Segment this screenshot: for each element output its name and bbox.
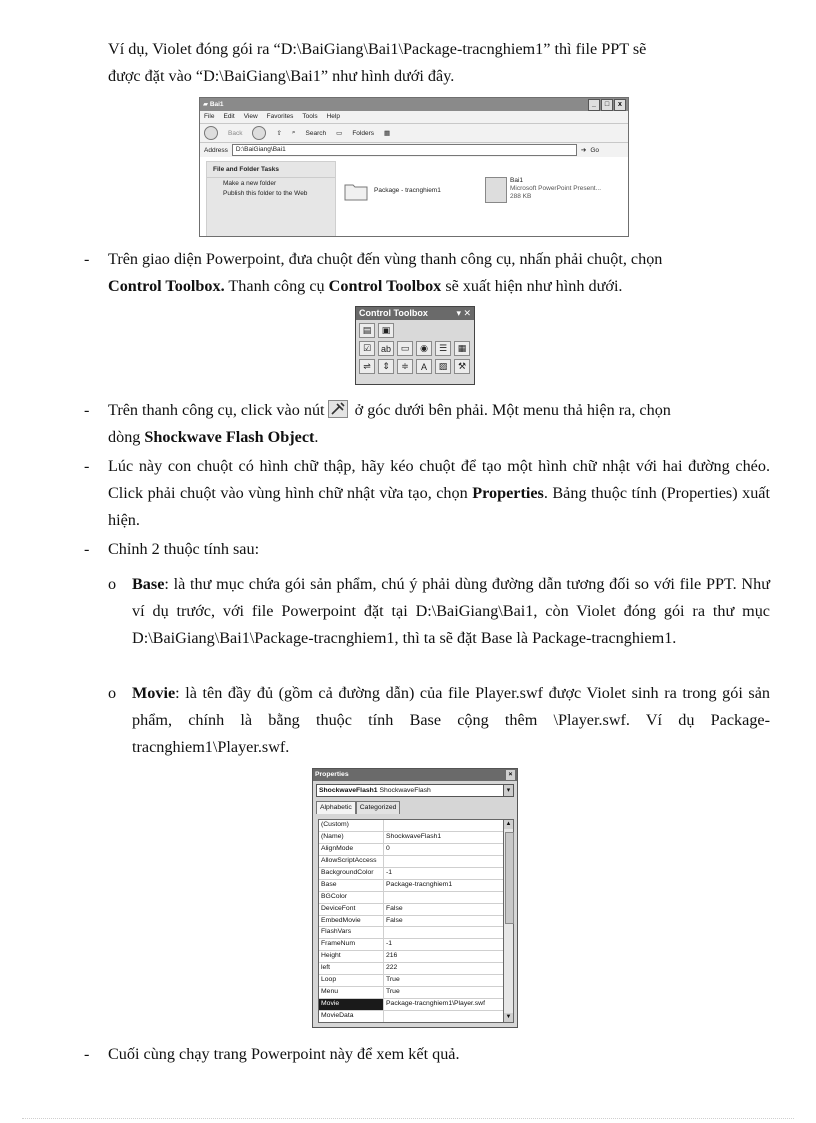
file-info — [510, 177, 601, 201]
text: . Bảng thuộc tính (Properties) xuất hiện. — [108, 484, 770, 529]
property-value: False — [386, 916, 403, 924]
toolbox-title-bar — [356, 307, 474, 320]
task-new-folder: Make a new folder — [223, 180, 277, 187]
explorer-toolbar — [200, 124, 628, 143]
bold-text: Control Toolbox — [328, 277, 442, 295]
properties-grid — [318, 819, 504, 1023]
property-value — [384, 892, 503, 903]
sub-item-movie — [108, 680, 770, 761]
go-arrow-icon: ➔ — [580, 147, 587, 154]
file-type: Microsoft PowerPoint Present... — [510, 185, 602, 192]
bullet-dash: - — [84, 401, 90, 419]
text: : là thư mục chứa gói sản phẩm, chú ý phải dùng đường dẫn tương đối so với file PPT. Như ví dụ trước, với file Powerpoint đặt tại D:\BaiGiang\Bai1, còn Violet đóng gói ra thư mục D:\BaiGiang\Bai1\Package-tracnghiem1, thì ta sẽ đặt Base là Package-tracnghiem1. — [132, 575, 770, 647]
address-label: Address — [204, 146, 228, 154]
text: : là tên đầy đủ (gồm cả đường dẫn) của file Player.swf được Violet sinh ra trong gói sản phẩm, chính là bằng thuộc tính Base cộng thêm \Player.swf. Ví dụ Package-tracnghiem1\Player.swf. — [132, 684, 770, 756]
bullet-more-controls — [84, 397, 774, 451]
bullet-text — [108, 246, 770, 300]
toolbox-row-1 — [356, 320, 474, 338]
property-row — [319, 892, 503, 904]
explorer-window-screenshot — [199, 97, 629, 237]
property-value — [384, 927, 503, 938]
intro-line-1: Ví dụ, Violet đóng gói ra “D:\BaiGiang\Bai1\Package-tracnghiem1” thì file PPT sẽ — [108, 40, 647, 58]
object-type: ShockwaveFlash — [379, 787, 431, 794]
minimize-icon: _ — [588, 99, 600, 111]
property-row — [319, 904, 503, 916]
property-value: 216 — [386, 952, 398, 960]
properties-tabs — [316, 801, 514, 814]
address-value: D:\BaiGiang\Bai1 — [235, 146, 286, 153]
textbox-icon: ab — [378, 341, 394, 356]
maximize-icon: □ — [601, 99, 613, 111]
sub-item-text — [132, 680, 770, 761]
sub-bullet-marker: o — [108, 575, 117, 593]
property-name: AlignMode — [319, 844, 384, 855]
bullet-text: Chỉnh 2 thuộc tính sau: — [108, 540, 260, 558]
search-icon: ⌕ — [291, 129, 296, 136]
property-name: EmbedMovie — [319, 916, 384, 927]
bullet-dash: - — [84, 250, 90, 268]
property-value — [384, 856, 503, 867]
bullet-dash: - — [84, 457, 90, 475]
tab-categorized: Categorized — [356, 801, 401, 814]
property-name: AllowScriptAccess — [319, 856, 384, 867]
property-name: (Custom) — [319, 820, 384, 831]
menu-help: Help — [326, 113, 340, 120]
property-value: 0 — [386, 844, 390, 852]
property-name: DeviceFont — [319, 904, 384, 915]
property-row — [319, 880, 503, 892]
explorer-menu-bar — [200, 111, 628, 124]
more-controls-icon — [328, 400, 348, 418]
back-label: Back — [228, 129, 243, 137]
text: . — [314, 428, 319, 446]
properties-icon: ▣ — [378, 323, 394, 338]
address-bar — [200, 143, 628, 158]
menu-tools: Tools — [302, 113, 318, 120]
combobox-icon: ▦ — [454, 341, 470, 356]
intro-line-2: được đặt vào “D:\BaiGiang\Bai1” như hình dưới đây. — [108, 67, 455, 85]
folder-icon — [344, 181, 368, 201]
property-row — [319, 1011, 503, 1023]
property-row — [319, 963, 503, 975]
explorer-title: Bai1 — [209, 101, 224, 108]
close-icon: × — [506, 770, 515, 780]
text: ở góc dưới bên phải. Một menu thả hiện ra, chọn — [350, 401, 671, 419]
property-value — [384, 1011, 503, 1022]
label-icon: A — [416, 359, 432, 374]
close-icon: x — [614, 99, 626, 111]
properties-scrollbar — [503, 819, 514, 1023]
bold-text: Properties — [472, 484, 544, 502]
more-controls-icon: ⚒ — [454, 359, 470, 374]
explorer-content — [200, 157, 628, 236]
listbox-icon: ☰ — [435, 341, 451, 356]
tab-alphabetic: Alphabetic — [316, 801, 356, 814]
menu-edit: Edit — [223, 113, 235, 120]
checkbox-icon: ☑ — [359, 341, 375, 356]
control-toolbox-screenshot — [355, 306, 475, 385]
property-value: ShockwaveFlash1 — [386, 832, 442, 840]
property-row — [319, 987, 503, 999]
go-label: Go — [590, 146, 599, 154]
views-icon: ▦ — [384, 130, 391, 137]
folders-label: Folders — [352, 129, 374, 137]
menu-favorites: Favorites — [266, 113, 294, 120]
property-name: Height — [319, 951, 384, 962]
text: dòng — [108, 428, 145, 446]
property-name: (Name) — [319, 832, 384, 843]
property-row — [319, 951, 503, 963]
task-publish-web: Publish this folder to the Web — [223, 190, 308, 197]
scroll-thumb — [505, 832, 514, 924]
intro-paragraph — [108, 36, 770, 90]
property-value: Package-tracnghiem1 — [386, 880, 453, 888]
property-value: True — [386, 988, 400, 996]
scroll-down-icon: ▼ — [505, 1014, 512, 1020]
property-value: True — [386, 976, 400, 984]
bullet-text — [108, 397, 770, 451]
forward-icon — [252, 126, 266, 140]
scroll-up-icon: ▲ — [505, 821, 512, 827]
properties-window-screenshot — [312, 768, 518, 1028]
option-button-icon: ◉ — [416, 341, 432, 356]
bullet-draw-rectangle — [84, 453, 774, 534]
bold-text: Movie — [132, 684, 176, 702]
property-value: False — [386, 904, 403, 912]
bold-text: Control Toolbox. — [108, 277, 225, 295]
toolbox-row-2 — [356, 338, 474, 356]
properties-title: Properties — [315, 771, 349, 778]
bullet-text: Cuối cùng chạy trang Powerpoint này để xem kết quả. — [108, 1045, 460, 1063]
property-row — [319, 916, 503, 928]
bullet-run-presentation — [84, 1041, 774, 1068]
property-row — [319, 999, 503, 1011]
folder-icon: ▰ — [203, 101, 208, 108]
property-name: BGColor — [319, 892, 384, 903]
text: Trên giao diện Powerpoint, đưa chuột đến vùng thanh công cụ, nhấn phải chuột, chọn — [108, 250, 663, 268]
address-field — [232, 144, 577, 156]
property-row — [319, 820, 503, 832]
task-pane — [206, 161, 336, 237]
property-value — [384, 820, 503, 831]
toolbox-window-controls: ▾ ✕ — [456, 308, 471, 318]
property-name: Movie — [319, 999, 384, 1010]
bold-text: Shockwave Flash Object — [144, 428, 315, 446]
page-bottom-rule — [22, 1118, 794, 1119]
menu-file: File — [204, 113, 215, 120]
scrollbar-icon: ≑ — [397, 359, 413, 374]
toolbox-title: Control Toolbox — [359, 308, 428, 318]
text: Thanh công cụ — [224, 277, 329, 295]
property-name: FrameNum — [319, 939, 384, 950]
property-name: Menu — [319, 987, 384, 998]
property-name: MovieData — [319, 1011, 384, 1022]
task-pane-header: File and Folder Tasks — [207, 162, 335, 178]
object-selector — [316, 784, 514, 797]
explorer-title-bar — [200, 98, 628, 111]
folders-icon: ▭ — [336, 130, 343, 137]
back-icon — [204, 126, 218, 140]
sub-item-text — [132, 571, 770, 652]
design-mode-icon: ▤ — [359, 323, 375, 338]
property-name: Loop — [319, 975, 384, 986]
property-row — [319, 832, 503, 844]
powerpoint-file-icon — [485, 177, 507, 203]
bold-text: Base — [132, 575, 165, 593]
file-name: Bai1 — [510, 177, 524, 184]
property-row — [319, 868, 503, 880]
folder-name: Package - tracnghiem1 — [374, 187, 441, 194]
window-buttons — [588, 99, 626, 111]
menu-view: View — [243, 113, 258, 120]
text: Lúc này con chuột có hình chữ thập, hãy kéo chuột để tạo một hình chữ nhật với hai đường chéo. Click phải chuột vào vùng hình chữ nhật vừa tạo, chọn — [108, 457, 770, 502]
property-value: Package-tracnghiem1\Player.swf — [386, 1000, 485, 1008]
chevron-down-icon: ▾ — [503, 785, 513, 796]
sub-bullet-marker: o — [108, 684, 117, 702]
text: Trên thanh công cụ, click vào nút — [108, 401, 325, 419]
properties-title-bar — [313, 769, 517, 781]
property-row — [319, 939, 503, 951]
image-icon: ▨ — [435, 359, 451, 374]
search-label: Search — [305, 129, 327, 137]
spin-button-icon: ⇕ — [378, 359, 394, 374]
object-name: ShockwaveFlash1 — [319, 787, 378, 794]
bullet-dash: - — [84, 1045, 90, 1063]
property-row — [319, 975, 503, 987]
file-size: 288 KB — [510, 193, 532, 200]
property-row — [319, 856, 503, 868]
property-value: -1 — [386, 940, 393, 948]
bullet-control-toolbox — [84, 246, 774, 300]
property-name: FlashVars — [319, 927, 384, 938]
bullet-text — [108, 453, 770, 534]
property-row — [319, 844, 503, 856]
text: sẽ xuất hiện như hình dưới. — [441, 277, 623, 295]
bullet-dash: - — [84, 540, 90, 558]
property-row — [319, 927, 503, 939]
property-value: 222 — [386, 964, 398, 972]
command-button-icon: ▭ — [397, 341, 413, 356]
property-name: Base — [319, 880, 384, 891]
property-value: -1 — [386, 868, 393, 876]
up-icon: ⇧ — [276, 130, 282, 137]
toggle-button-icon: ⇌ — [359, 359, 375, 374]
bullet-edit-properties — [84, 536, 774, 563]
property-name: BackgroundColor — [319, 868, 384, 879]
sub-item-base — [108, 571, 770, 652]
toolbox-row-3 — [356, 356, 474, 374]
property-name: left — [319, 963, 384, 974]
